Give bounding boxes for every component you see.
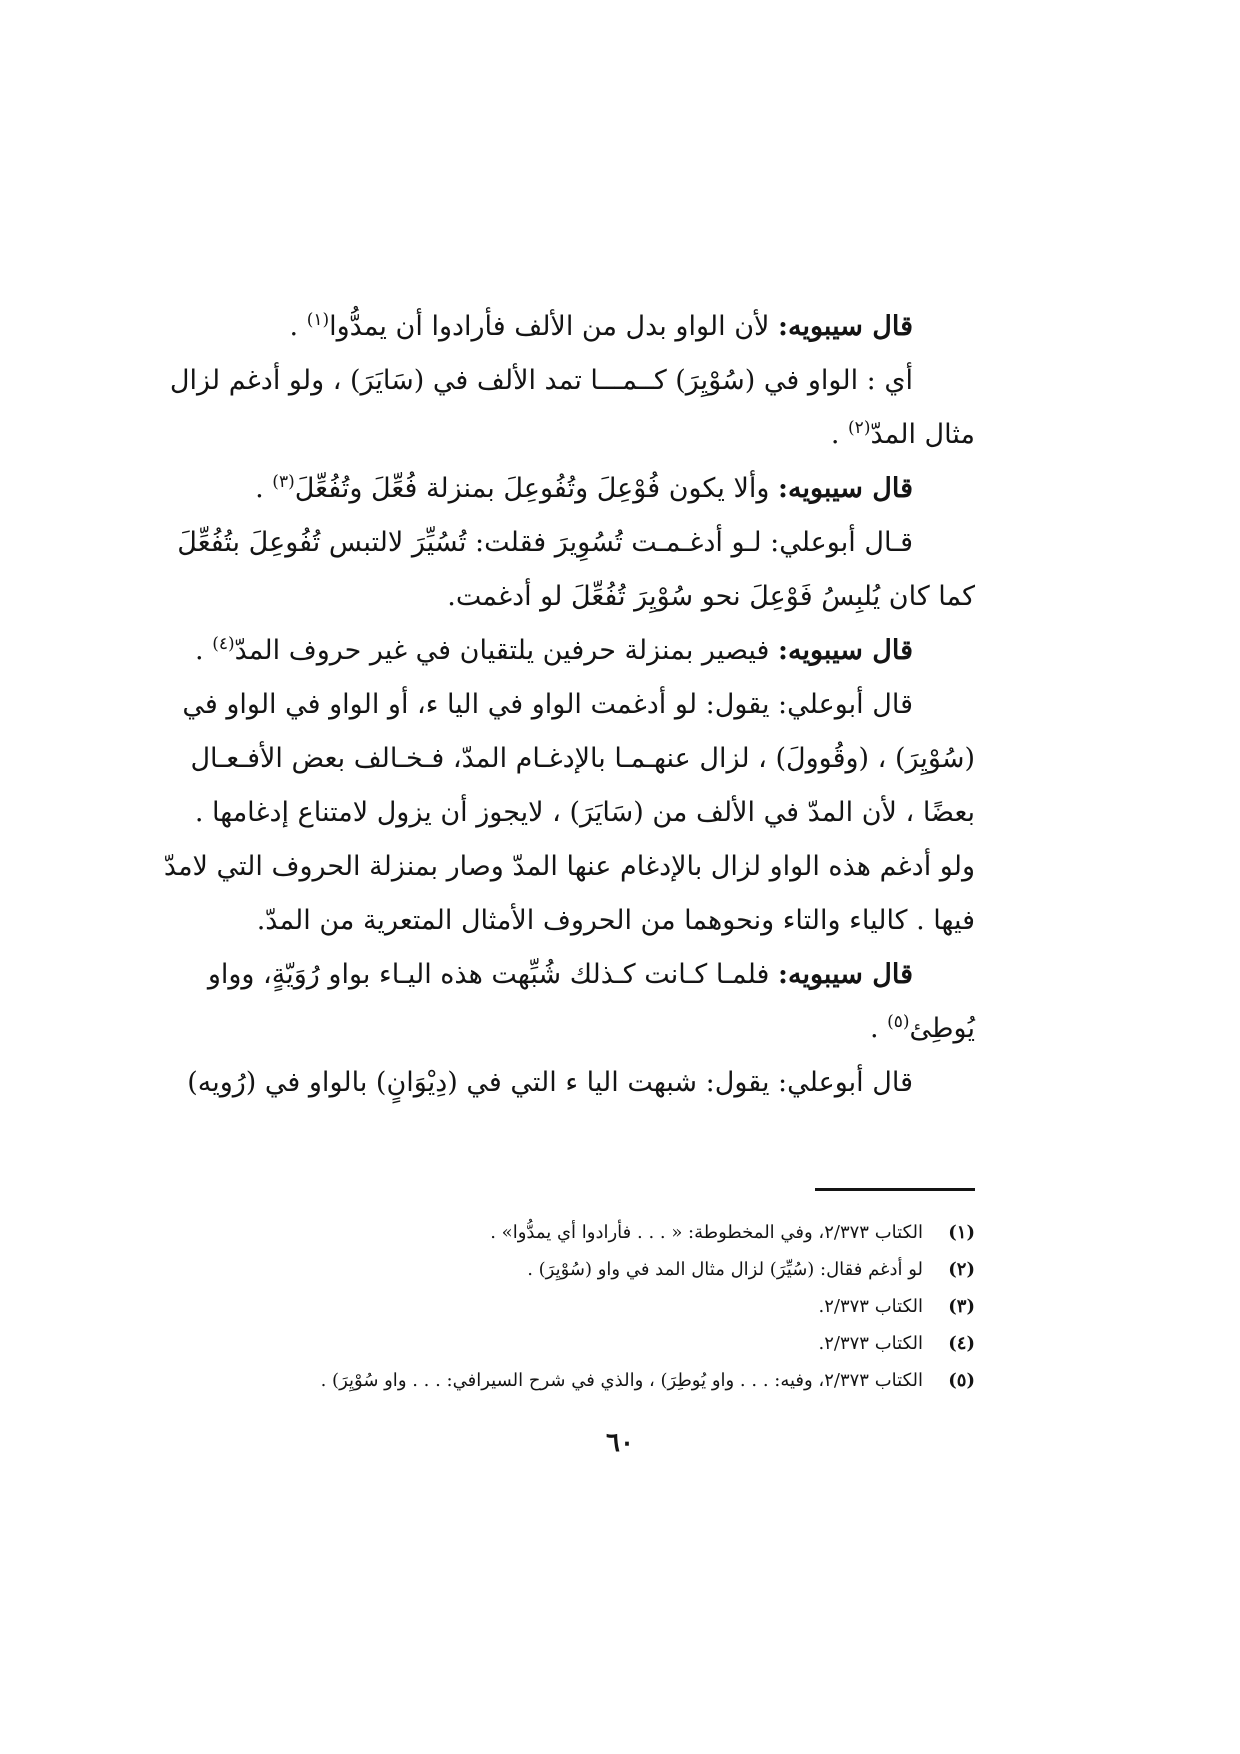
line-text: قال أبوعلي: يقول: شبهت اليا ء التي في (دِيْوَانٍ) بالواو في (رُويه) (187, 1067, 913, 1098)
footnote-item (230, 1214, 975, 1251)
line-text: بعضًا ، لأن المدّ في الألف من (سَايَرَ) ، لايجوز أن يزول لامتناع إدغامها . (194, 797, 975, 828)
text-line (207, 948, 975, 1002)
speaker-label: قال سيبويه: (778, 959, 913, 990)
line-text: لأن الواو بدل من الألف فأرادوا أن يمدُّوا (329, 311, 779, 342)
footnote-item (230, 1251, 975, 1288)
line-tail: . (869, 1013, 888, 1044)
footnote-reference: (١) (306, 310, 330, 330)
line-text: قال أبوعلي: يقول: لو أدغمت الواو في اليا ء، أو الواو في الواو في (182, 689, 913, 720)
speaker-label: قال سيبويه: (778, 311, 913, 342)
line-text: فيصير بمنزلة حرفين يلتقيان في غير حروف المدّ (234, 635, 779, 666)
speaker-label: قال سيبويه: (778, 473, 913, 504)
text-line (240, 570, 975, 624)
text-line (240, 1002, 975, 1056)
footnote-text: لو أدغم فقال: (سُيِّرَ) لزال مثال المد في واو (سُوْيِرَ) . (527, 1259, 923, 1280)
text-line (187, 1056, 975, 1110)
text-line (182, 678, 975, 732)
line-text: وألا يكون فُوْعِلَ وتُفُوعِلَ بمنزلة فُعِّلَ وتُفُعِّلَ (294, 473, 779, 504)
footnote-number: (٢) (948, 1259, 975, 1280)
line-text: يُوطِئ (909, 1013, 975, 1044)
footnote-text: الكتاب ٢/٣٧٣. (818, 1296, 923, 1317)
line-text: فيها . كالياء والتاء ونحوهما من الحروف الأمثال المتعرية من المدّ. (256, 905, 975, 936)
footnote-divider (815, 1188, 975, 1191)
footnote-number: (٥) (948, 1370, 975, 1391)
footnote-item (230, 1362, 975, 1399)
line-text: (سُوْيِرَ) ، (وقُوولَ) ، لزال عنهـمـا بالإدغـام المدّ، فـخـالف بعض الأفـعـال (190, 743, 975, 774)
line-text: مثال المدّ (870, 419, 975, 450)
main-text (163, 300, 975, 1110)
line-tail: . (830, 419, 849, 450)
footnote-text: الكتاب ٢/٣٧٣. (818, 1333, 923, 1354)
line-text: ولو أدغم هذه الواو لزال بالإدغام عنها المدّ وصار بمنزلة الحروف التي لامدّ (163, 851, 975, 882)
footnote-reference: (٣) (272, 472, 295, 492)
text-line (240, 300, 975, 354)
footnote-item (230, 1288, 975, 1325)
footnote-text: الكتاب ٢/٣٧٣، وفيه: . . . واو يُوطِرَ) ، والذي في شرح السيرافي: . . . واو سُوْيِرَ) . (320, 1370, 923, 1391)
text-line (194, 786, 975, 840)
line-text: قـال أبوعلي: لـو أدغـمـت تُسُوِيرَ فقلت: تُسُيِّرَ لالتبس تُفُوعِلَ بتُفُعِّلَ (177, 527, 913, 558)
line-tail: . (289, 311, 307, 342)
text-line (240, 894, 975, 948)
footnote-text: الكتاب ٢/٣٧٣، وفي المخطوطة: « . . . فأرادوا أي يمدُّوا» . (490, 1222, 923, 1243)
text-line (190, 732, 975, 786)
footnote-reference: (٢) (848, 418, 871, 438)
speaker-label: قال سيبويه: (778, 635, 913, 666)
footnote-number: (٤) (948, 1333, 975, 1354)
line-text: كما كان يُلبِسُ فَوْعِلَ نحو سُوْيِرَ تُفُعِّلَ لو أدغمت. (447, 581, 975, 612)
footnote-reference: (٤) (212, 634, 235, 654)
text-line (177, 516, 975, 570)
line-tail: . (195, 635, 213, 666)
line-text: أي : الواو في (سُوْيِرَ) كــمـــا تمد الألف في (سَايَرَ) ، ولو أدغم لزال (169, 365, 913, 396)
text-line (240, 462, 975, 516)
text-line (195, 624, 975, 678)
line-text: فلمـا كـانت كـذلك شُبِّهت هذه اليـاء بواو رُوَيّةٍ، وواو (207, 959, 779, 990)
text-line (240, 408, 975, 462)
page-number: ٦٠ (606, 1428, 634, 1458)
footnote-number: (١) (948, 1222, 975, 1243)
footnote-item (230, 1325, 975, 1362)
footnotes (230, 1214, 975, 1399)
text-line (169, 354, 975, 408)
text-line (163, 840, 975, 894)
line-tail: . (255, 473, 273, 504)
footnote-reference: (٥) (887, 1012, 910, 1032)
footnote-number: (٣) (948, 1296, 975, 1317)
